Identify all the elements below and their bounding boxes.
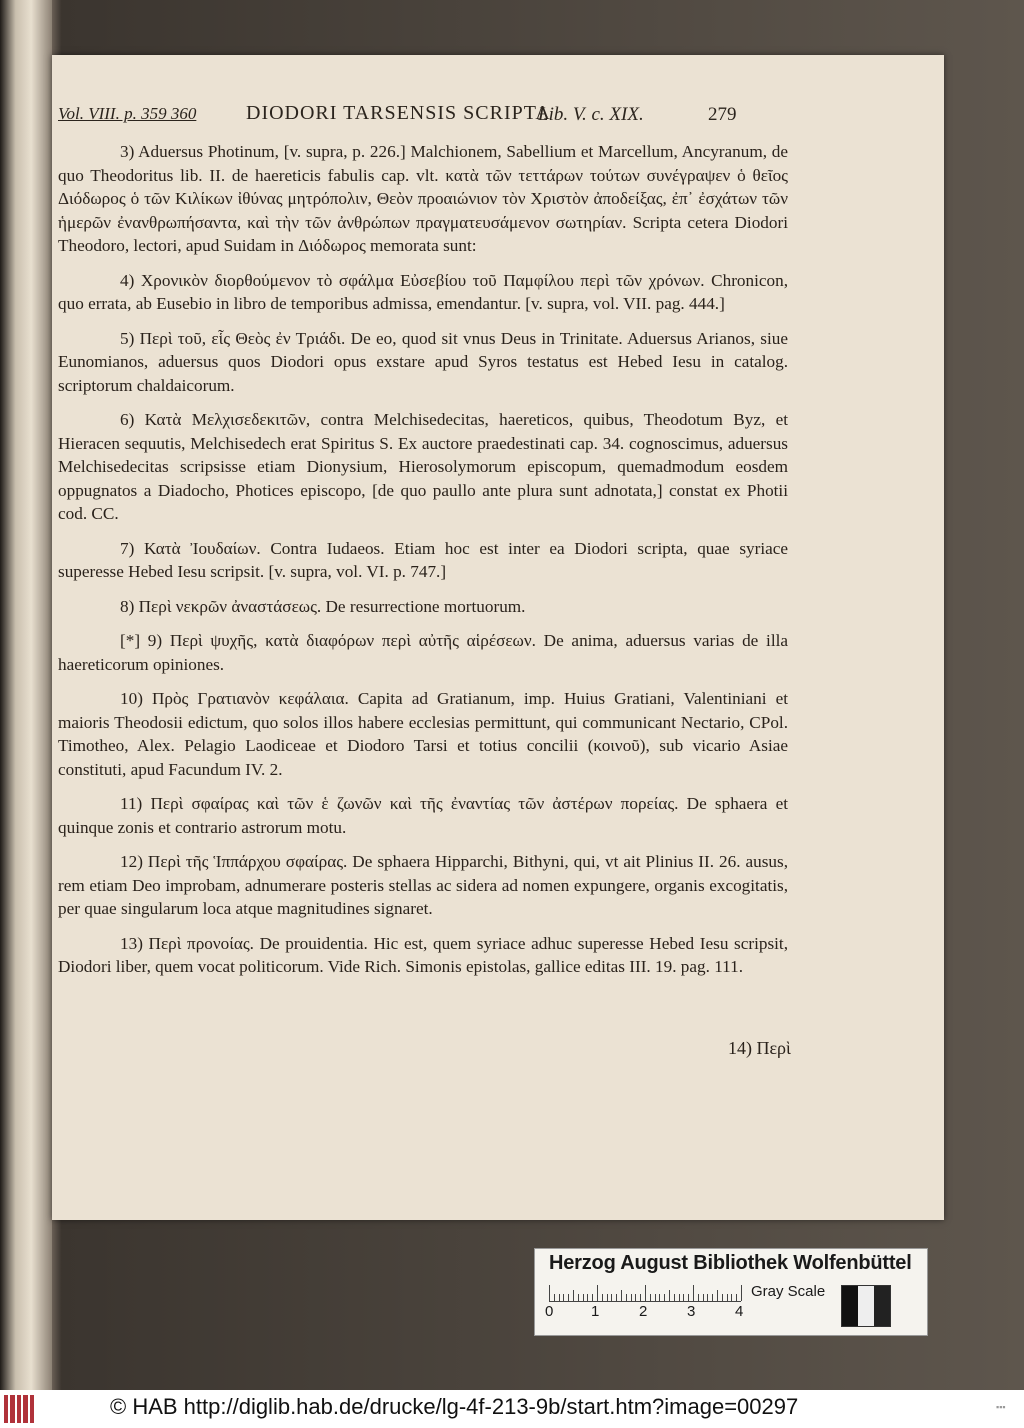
ruler-tick <box>640 1294 641 1301</box>
catchword: 14) Περὶ <box>728 1038 791 1058</box>
footer-url[interactable]: © HAB http://diglib.hab.de/drucke/lg-4f-213-9b/start.htm?image=00297 <box>110 1394 799 1419</box>
ruler-tick <box>587 1294 588 1301</box>
paragraph-5: 5) Περὶ τοῦ, εἷς Θεὸς ἐν Τριάδι. De eo, quod sit vnus Deus in Trinitate. Aduersus Arianos, siue Eunomianos, aduersus quos Diodori opus exstare apud Syros testatus est Hebed Iesu in catalog. scriptorum chaldaicorum. <box>58 328 788 395</box>
gray-swatch <box>874 1286 890 1326</box>
ruler-tick <box>731 1294 732 1301</box>
paragraph-8: 8) Περὶ νεκρῶν ἀναστάσεως. De resurrectione mortuorum. <box>120 596 526 616</box>
page-title: DIODORI TARSENSIS SCRIPTA <box>246 102 551 124</box>
ruler-tick <box>621 1290 622 1301</box>
paragraph-13: 13) Περὶ προνοίας. De prouidentia. Hic est, quem syriace adhuc superesse Hebed Iesu scripsit, Diodori liber, quem vocat politicorum. Vide Rich. Simonis epistolas, gallice editas III. 19. pag. 111. <box>58 933 788 976</box>
ruler-tick <box>655 1294 656 1301</box>
paragraph-10: 10) Πρὸς Γρατιανὸν κεφάλαια. Capita ad Gratianum, imp. Huius Gratiani, Valentiniani et maioris Theodosii edictum, quo solos illos habere ecclesias permittunt, qui communicant Nectario, CPol. Timotheo, Alex. Pelagio Laodiceae et Diodoro Tarsi et totius concilii (κοινοῦ), sub vicario Asiae constituti, apud Facundum IV. 2. <box>58 689 788 779</box>
ruler-scale <box>549 1283 741 1302</box>
ruler-tick <box>736 1294 737 1301</box>
ruler-tick <box>650 1294 651 1301</box>
volume-reference: Vol. VIII. p. 359 360 <box>58 104 197 123</box>
ruler-number: 4 <box>735 1303 744 1320</box>
ruler-tick <box>635 1294 636 1301</box>
ruler-tick <box>611 1294 612 1301</box>
ruler-tick <box>559 1294 560 1301</box>
library-name: Herzog August Bibliothek Wolfenbüttel <box>549 1252 912 1274</box>
ruler-tick <box>597 1285 598 1301</box>
paragraph-7: 7) Κατὰ Ἰουδαίων. Contra Iudaeos. Etiam hoc est inter ea Diodori scripta, quae syriace superesse Hebed Iesu scripsit. [v. supra, vol. VI. p. 747.] <box>58 538 788 581</box>
paragraph-3: 3) Aduersus Photinum, [v. supra, p. 226.] Malchionem, Sabellium et Marcellum, Ancyranum, de quo Theodoritus lib. II. de haereticis fabulis cap. vlt. κατὰ τῶν τεττάρων τούτων συνέγραψεν ὁ θεῖος Διόδωρος ὁ τῶν Κιλίκων ἰθύνας μητρόπολιν, Θεὸν προαιώνιον τὸν Χριστὸν ἀποδείξας, ἐπ᾽ ἐσχάτων τῶν ἡμερῶν ἐνανθρωπήσαντα, καὶ τὴν τῶν ἀνθρώπων πραγματευσάμενον σωτηρίαν. Scripta cetera Diodori Theodoro, lectori, apud Suidam in Διόδωρος memorata sunt: <box>58 142 788 255</box>
ruler-tick <box>669 1290 670 1301</box>
ruler-tick <box>741 1285 742 1301</box>
ruler-tick <box>573 1290 574 1301</box>
ruler-tick <box>703 1294 704 1301</box>
ruler-number: 2 <box>639 1303 648 1320</box>
left-page-edge <box>0 0 52 1390</box>
ruler-tick <box>688 1294 689 1301</box>
ruler-tick <box>674 1294 675 1301</box>
ruler-tick <box>592 1294 593 1301</box>
footer-bar <box>0 1390 1024 1428</box>
ruler-tick <box>583 1294 584 1301</box>
ruler-number: 3 <box>687 1303 696 1320</box>
ruler-number: 1 <box>591 1303 600 1320</box>
ruler-tick <box>664 1294 665 1301</box>
ruler-tick <box>631 1294 632 1301</box>
ruler-tick <box>554 1294 555 1301</box>
ruler-tick <box>712 1294 713 1301</box>
ruler-tick <box>722 1294 723 1301</box>
footer-dots: ▪▪▪ <box>996 1402 1006 1412</box>
ruler-tick <box>717 1290 718 1301</box>
main-text <box>58 140 788 990</box>
page-number: 279 <box>708 104 737 125</box>
ruler-tick <box>616 1294 617 1301</box>
ruler-tick <box>698 1294 699 1301</box>
paragraph-9: [*] 9) Περὶ ψυχῆς, κατὰ διαφόρων περὶ αὐτῆς αἱρέσεων. De anima, aduersus varias de illa haereticorum opiniones. <box>58 631 788 674</box>
ruler-tick <box>679 1294 680 1301</box>
ruler-tick <box>607 1294 608 1301</box>
ruler-tick <box>602 1294 603 1301</box>
ruler-tick <box>563 1294 564 1301</box>
ruler-tick <box>645 1285 646 1301</box>
paragraph-6: 6) Κατὰ Μελχισεδεκιτῶν, contra Melchisedecitas, haereticos, quibus, Theodotum Byz, et Hieracen sequutis, Melchisedech erat Spiritus S. Ex auctore praedestinati cap. 34. cognoscimus, aduersus Melchisedecitas scripsisse etiam Dionysium, Hierosolymorum episcopum, quemadmodum eosdem oppugnatos a Diadocho, Photices episcopo, [de quo paullo ante plura sunt adnotata,] constat ex Photii cod. CC. <box>58 410 788 523</box>
paragraph-12: 12) Περὶ τῆς Ἱππάρχου σφαίρας. De sphaera Hipparchi, Bithyni, qui, vt ait Plinius II. 26. ausus, rem etiam Deo improbam, adnumerare posteris stellas ac sidera ad nomen expungere, organis excogitatis, per quae singularum loca atque magnitudines signaret. <box>58 852 788 918</box>
ruler-tick <box>549 1285 550 1301</box>
ruler-tick <box>707 1294 708 1301</box>
library-color-stamp <box>534 1248 928 1336</box>
ruler-tick <box>727 1294 728 1301</box>
ruler-number: 0 <box>545 1303 554 1320</box>
ruler-tick <box>568 1294 569 1301</box>
ruler-tick <box>683 1294 684 1301</box>
gray-swatch <box>842 1286 858 1326</box>
hab-logo-icon <box>4 1395 34 1423</box>
ruler-tick <box>693 1285 694 1301</box>
gray-scale-label: Gray Scale <box>751 1283 826 1300</box>
paragraph-4: 4) Χρονικὸν διορθούμενον τὸ σφάλμα Εὐσεβίου τοῦ Παμφίλου περὶ τῶν χρόνων. Chronicon, quo errata, ab Eusebio in libro de temporibus admissa, emendantur. [v. supra, vol. VII. pag. 444.] <box>58 270 788 313</box>
ruler-tick <box>578 1294 579 1301</box>
paragraph-11: 11) Περὶ σφαίρας καὶ τῶν ἑ ζωνῶν καὶ τῆς ἐναντίας τῶν ἀστέρων πορείας. De sphaera et quinque zonis et contrario astrorum motu. <box>58 794 788 837</box>
ruler-tick <box>659 1294 660 1301</box>
gray-swatch <box>858 1286 874 1326</box>
ruler-tick <box>626 1294 627 1301</box>
book-chapter-reference: Lib. V. c. XIX. <box>538 104 644 125</box>
gray-swatches <box>841 1285 891 1327</box>
